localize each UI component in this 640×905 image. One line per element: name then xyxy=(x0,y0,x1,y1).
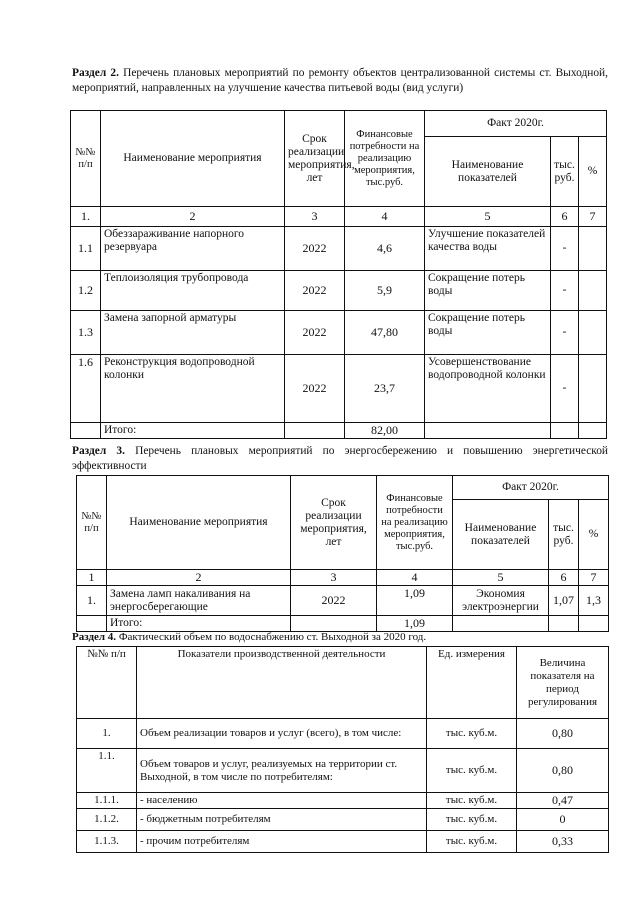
s3-row-indicator: Экономия электроэнергии xyxy=(453,586,549,616)
s3-row-thous: 1,07 xyxy=(549,586,579,616)
s3-header-fact-pct: % xyxy=(579,500,609,570)
table-row xyxy=(77,586,609,616)
s4-header-value: Величина показателя на период регулирования xyxy=(517,647,609,719)
s2-header-fact: Факт 2020г. xyxy=(425,111,607,137)
s3-total-label: Итого: xyxy=(107,616,291,632)
s3-header-num: №№ п/п xyxy=(77,476,107,570)
s2-colnum: 5 xyxy=(425,207,551,227)
s4-header-num: №№ п/п xyxy=(77,647,137,719)
s2-total-label: Итого: xyxy=(101,423,285,439)
s2-colnum: 7 xyxy=(579,207,607,227)
s2-row-name: Замена запорной арматуры xyxy=(101,311,285,355)
section3-text: Перечень плановых мероприятий по энергосбережению и повышению энергетической эффективности xyxy=(72,445,609,472)
s2-row-thous: - xyxy=(551,311,579,355)
s2-row-pct xyxy=(579,227,607,271)
table-row xyxy=(77,793,609,809)
s2-row-thous: - xyxy=(551,355,579,423)
s2-header-fact-name: Наименование показателей xyxy=(425,137,551,207)
s2-row-name: Теплоизоляция трубопровода xyxy=(101,271,285,311)
table-row xyxy=(71,423,607,439)
s2-row-num: 1.6 xyxy=(71,355,101,423)
s4-row-unit: тыс. куб.м. xyxy=(427,809,517,831)
s3-header-fact-thous: тыс. руб. xyxy=(549,500,579,570)
s2-row-finance: 23,7 xyxy=(345,355,425,423)
s4-row-num: 1.1.2. xyxy=(77,809,137,831)
s4-row-unit: тыс. куб.м. xyxy=(427,831,517,853)
s4-row-unit: тыс. куб.м. xyxy=(427,749,517,793)
section4-title xyxy=(72,630,608,645)
s2-row-pct xyxy=(579,311,607,355)
section3-title xyxy=(72,444,608,474)
s2-row-term: 2022 xyxy=(285,355,345,423)
s2-colnum: 4 xyxy=(345,207,425,227)
s4-row-value: 0,80 xyxy=(517,719,609,749)
s3-row-term: 2022 xyxy=(291,586,377,616)
s2-colnum: 3 xyxy=(285,207,345,227)
s4-row-indicator: - прочим потребителям xyxy=(137,831,427,853)
s3-colnum: 7 xyxy=(579,570,609,586)
s2-colnum: 2 xyxy=(101,207,285,227)
s3-header-finance: Финансовые потребности на реализацию мероприятия, тыс.руб. xyxy=(377,476,453,570)
s2-row-finance: 47,80 xyxy=(345,311,425,355)
s3-total-value: 1,09 xyxy=(377,616,453,632)
table-row xyxy=(71,355,607,423)
s2-header-term: Срок реализации мероприятия, лет xyxy=(285,111,345,207)
s4-row-num: 1.1.3. xyxy=(77,831,137,853)
s3-colnum: 5 xyxy=(453,570,549,586)
table-row xyxy=(77,831,609,853)
s2-header-name: Наименование мероприятия xyxy=(101,111,285,207)
s2-row-pct xyxy=(579,355,607,423)
s4-row-indicator: Объем реализации товаров и услуг (всего), в том числе: xyxy=(137,719,427,749)
s3-header-term: Срок реализации мероприятия, лет xyxy=(291,476,377,570)
s2-row-finance: 4,6 xyxy=(345,227,425,271)
table-row xyxy=(77,719,609,749)
section2-label: Раздел 2. xyxy=(72,67,119,79)
s2-row-num: 1.3 xyxy=(71,311,101,355)
s4-row-num: 1.1. xyxy=(77,749,137,793)
s2-row-finance: 5,9 xyxy=(345,271,425,311)
s4-row-value: 0,47 xyxy=(517,793,609,809)
s3-row-finance: 1,09 xyxy=(377,586,453,616)
table-row xyxy=(71,311,607,355)
s2-row-name: Обеззараживание напорного резервуара xyxy=(101,227,285,271)
s2-row-num: 1.2 xyxy=(71,271,101,311)
s3-colnum: 4 xyxy=(377,570,453,586)
s2-row-indicator: Улучшение показателей качества воды xyxy=(425,227,551,271)
s4-row-unit: тыс. куб.м. xyxy=(427,719,517,749)
table-row xyxy=(71,271,607,311)
s4-row-value: 0,80 xyxy=(517,749,609,793)
s3-row-pct: 1,3 xyxy=(579,586,609,616)
s4-row-indicator: - бюджетным потребителям xyxy=(137,809,427,831)
section3-table xyxy=(76,475,609,632)
s3-row-num: 1. xyxy=(77,586,107,616)
section4-text: Фактический объем по водоснабжению ст. Выходной за 2020 год. xyxy=(118,631,427,643)
s2-colnum: 1. xyxy=(71,207,101,227)
s2-header-finance: Финансовые потребности на реализацию мероприятия, тыс.руб. xyxy=(345,111,425,207)
s2-total-value: 82,00 xyxy=(345,423,425,439)
s2-row-num: 1.1 xyxy=(71,227,101,271)
s4-header-indicator: Показатели производственной деятельности xyxy=(137,647,427,719)
s2-row-term: 2022 xyxy=(285,227,345,271)
s2-header-fact-thous: тыс. руб. xyxy=(551,137,579,207)
section3-label: Раздел 3. xyxy=(72,445,125,457)
s3-header-fact-name: Наименование показателей xyxy=(453,500,549,570)
section2-text: Перечень плановых мероприятий по ремонту объектов централизованной системы ст. Выходной, мероприятий, направленных на улучшение качества питьевой воды (вид услуги) xyxy=(72,67,608,94)
s2-row-indicator: Сокращение потерь воды xyxy=(425,311,551,355)
s3-colnum: 6 xyxy=(549,570,579,586)
s2-row-pct xyxy=(579,271,607,311)
s2-row-term: 2022 xyxy=(285,311,345,355)
s4-row-value: 0 xyxy=(517,809,609,831)
table-row xyxy=(77,749,609,793)
s3-colnum: 1 xyxy=(77,570,107,586)
s4-row-value: 0,33 xyxy=(517,831,609,853)
s2-colnum: 6 xyxy=(551,207,579,227)
section4-label: Раздел 4. xyxy=(72,631,117,643)
s2-row-thous: - xyxy=(551,227,579,271)
table-row xyxy=(71,227,607,271)
s4-header-unit: Ед. измерения xyxy=(427,647,517,719)
section4-table xyxy=(76,646,609,853)
s4-row-num: 1.1.1. xyxy=(77,793,137,809)
s3-header-name: Наименование мероприятия xyxy=(107,476,291,570)
s2-header-fact-pct: % xyxy=(579,137,607,207)
s2-row-indicator: Сокращение потерь воды xyxy=(425,271,551,311)
s4-row-indicator: - населению xyxy=(137,793,427,809)
s2-row-indicator: Усовершенствование водопроводной колонки xyxy=(425,355,551,423)
section2-table xyxy=(70,110,607,439)
section2-title xyxy=(72,66,608,96)
s2-row-thous: - xyxy=(551,271,579,311)
s3-colnum: 2 xyxy=(107,570,291,586)
s3-header-fact: Факт 2020г. xyxy=(453,476,609,500)
s4-row-unit: тыс. куб.м. xyxy=(427,793,517,809)
s4-row-num: 1. xyxy=(77,719,137,749)
s2-header-num: №№ п/п xyxy=(71,111,101,207)
s3-colnum: 3 xyxy=(291,570,377,586)
s2-row-name: Реконструкция водопроводной колонки xyxy=(101,355,285,423)
s2-row-term: 2022 xyxy=(285,271,345,311)
table-row xyxy=(77,809,609,831)
s3-row-name: Замена ламп накаливания на энергосберегающие xyxy=(107,586,291,616)
s4-row-indicator: Объем товаров и услуг, реализуемых на территории ст. Выходной, в том числе по потребителям: xyxy=(137,749,427,793)
